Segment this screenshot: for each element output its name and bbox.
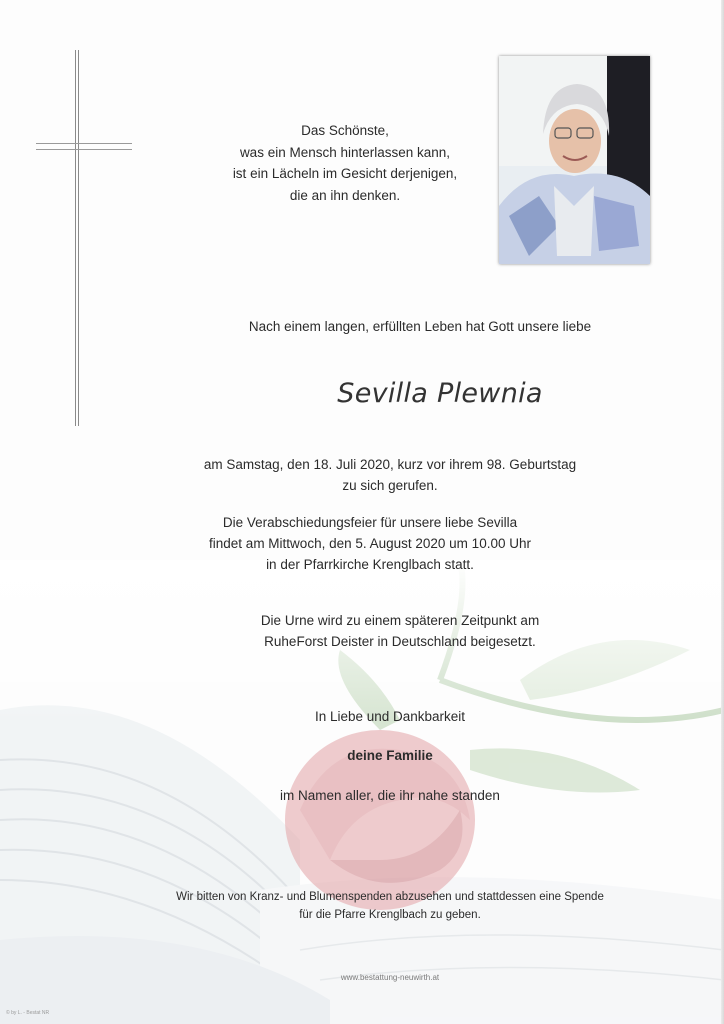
intro-text <box>60 316 724 337</box>
corner-note: © by L. - Bestat NR <box>6 1010 50 1016</box>
quote-line: ist ein Lächeln im Gesicht derjenigen, <box>232 166 458 181</box>
donation-line: für die Pfarre Krenglbach zu geben. <box>299 909 481 921</box>
intro-line: Nach einem langen, erfüllten Leben hat Gott unsere liebe <box>248 319 592 334</box>
ceremony-info <box>80 512 660 575</box>
ceremony-line: findet am Mittwoch, den 5. August 2020 um 10.00 Uhr <box>209 536 531 551</box>
urn-line: RuheForst Deister in Deutschland beigesetzt. <box>264 634 536 649</box>
ceremony-line: in der Pfarrkirche Krenglbach statt. <box>266 557 474 572</box>
donation-line: Wir bitten von Kranz- und Blumenspenden abzusehen und stattdessen eine Spende <box>176 891 604 903</box>
donation-request <box>40 888 724 924</box>
urn-line: Die Urne wird zu einem späteren Zeitpunkt am <box>260 613 540 628</box>
death-line: zu sich gerufen. <box>342 478 438 493</box>
quote-line: Das Schönste, <box>301 123 389 138</box>
quote-line: was ein Mensch hinterlassen kann, <box>239 144 451 160</box>
death-notice <box>100 454 680 496</box>
urn-info <box>50 610 724 652</box>
funeral-home-website: www.bestattung-neuwirth.at <box>340 973 440 982</box>
memorial-quote <box>220 120 470 206</box>
quote-line: die an ihn denken. <box>289 187 401 203</box>
death-line: am Samstag, den 18. Juli 2020, kurz vor ihrem 98. Geburtstag <box>203 457 577 472</box>
portrait-photo <box>499 56 650 264</box>
closing-behalf: im Namen aller, die ihr nahe standen <box>280 788 500 803</box>
closing-love: In Liebe und Dankbarkeit <box>314 709 466 724</box>
ceremony-line: Die Verabschiedungsfeier für unsere liebe Sevilla <box>222 515 518 530</box>
deceased-name: Sevilla Plewnia <box>337 378 543 409</box>
closing-family: deine Familie <box>347 748 433 763</box>
